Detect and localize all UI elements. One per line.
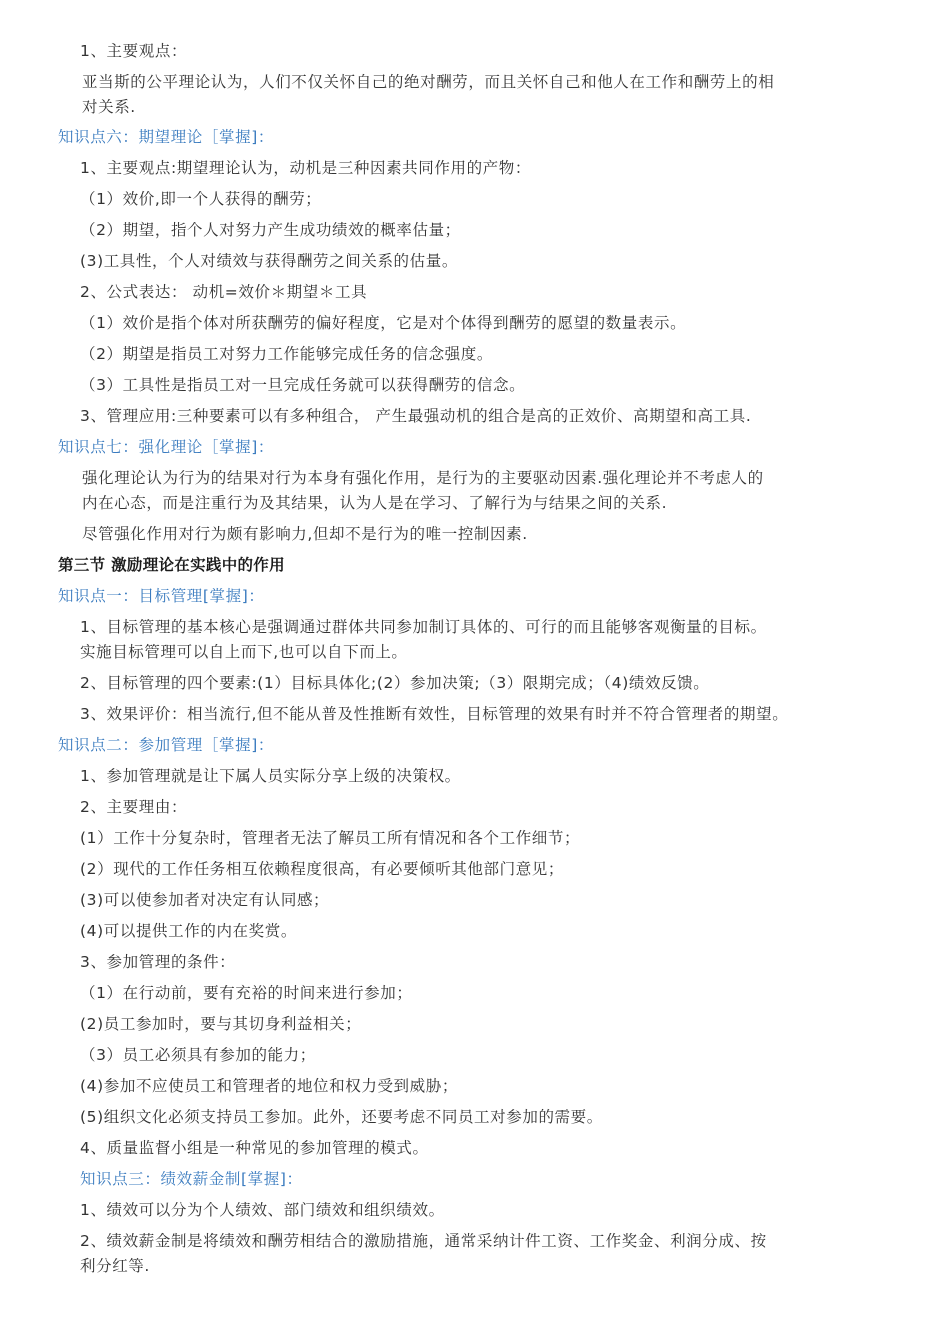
text-line: (2）现代的工作任务相互依赖程度很高，有必要倾听其他部门意见； xyxy=(80,860,565,878)
section-heading: 知识点三：绩效薪金制[掌握]： xyxy=(80,1170,303,1188)
text-line: 1、主要观点： xyxy=(80,42,188,60)
text-line: 3、管理应用:三种要素可以有多种组合， 产生最强动机的组合是高的正效价、高期望和高工具. xyxy=(80,407,752,425)
text-line: (3)可以使参加者对决定有认同感； xyxy=(80,891,330,909)
text-line: 3、效果评价：相当流行,但不能从普及性推断有效性，目标管理的效果有时并不符合管理者的期望。 xyxy=(80,705,789,723)
text-line: (3)工具性，个人对绩效与获得酬劳之间关系的估量。 xyxy=(80,252,458,270)
text-line: （2）期望，指个人对努力产生成功绩效的概率估量； xyxy=(80,221,461,239)
text-line: 3、参加管理的条件： xyxy=(80,953,236,971)
text-line: 强化理论认为行为的结果对行为本身有强化作用，是行为的主要驱动因素.强化理论并不考虑人的 xyxy=(82,469,764,487)
text-line: 1、主要观点:期望理论认为，动机是三种因素共同作用的产物： xyxy=(80,159,531,177)
text-line: （1）效价,即一个人获得的酬劳； xyxy=(80,190,322,208)
text-line: 1、目标管理的基本核心是强调通过群体共同参加制订具体的、可行的而且能够客观衡量的目标。 xyxy=(80,618,767,636)
text-line: （3）员工必须具有参加的能力； xyxy=(80,1046,316,1064)
text-line: (5)组织文化必须支持员工参加。此外，还要考虑不同员工对参加的需要。 xyxy=(80,1108,603,1126)
text-line: 2、绩效薪金制是将绩效和酬劳相结合的激励措施，通常采纳计件工资、工作奖金、利润分成、按 xyxy=(80,1232,767,1250)
text-line: 2、主要理由： xyxy=(80,798,188,816)
text-line: 2、公式表达： 动机=效价＊期望＊工具 xyxy=(80,283,368,301)
section-heading: 知识点一：目标管理[掌握]： xyxy=(58,587,265,605)
text-line: 4、质量监督小组是一种常见的参加管理的模式。 xyxy=(80,1139,429,1157)
text-line: 尽管强化作用对行为颇有影响力,但却不是行为的唯一控制因素. xyxy=(82,525,528,543)
text-line: 亚当斯的公平理论认为，人们不仅关怀自己的绝对酬劳，而且关怀自己和他人在工作和酬劳上的相 xyxy=(82,73,775,91)
text-line: (1）工作十分复杂时，管理者无法了解员工所有情况和各个工作细节； xyxy=(80,829,581,847)
section-heading: 知识点二：参加管理［掌握]： xyxy=(58,736,274,754)
text-line: 1、参加管理就是让下属人员实际分享上级的决策权。 xyxy=(80,767,461,785)
chapter-heading: 第三节 激励理论在实践中的作用 xyxy=(58,556,285,574)
text-line: 1、绩效可以分为个人绩效、部门绩效和组织绩效。 xyxy=(80,1201,445,1219)
text-line: 对关系. xyxy=(82,98,136,116)
text-line: 实施目标管理可以自上而下,也可以自下而上。 xyxy=(80,643,408,661)
text-line: (2)员工参加时，要与其切身利益相关； xyxy=(80,1015,362,1033)
text-line: （1）在行动前，要有充裕的时间来进行参加； xyxy=(80,984,413,1002)
section-heading: 知识点六：期望理论［掌握]： xyxy=(58,128,274,146)
text-line: (4)可以提供工作的内在奖赏。 xyxy=(80,922,297,940)
text-line: （2）期望是指员工对努力工作能够完成任务的信念强度。 xyxy=(80,345,493,363)
text-line: 利分红等. xyxy=(80,1257,150,1275)
text-line: (4)参加不应使员工和管理者的地位和权力受到威胁； xyxy=(80,1077,458,1095)
text-line: （3）工具性是指员工对一旦完成任务就可以获得酬劳的信念。 xyxy=(80,376,526,394)
text-line: 2、目标管理的四个要素:(1）目标具体化;(2）参加决策;（3）限期完成；（4)绩效反馈。 xyxy=(80,674,710,692)
text-line: （1）效价是指个体对所获酬劳的偏好程度，它是对个体得到酬劳的愿望的数量表示。 xyxy=(80,314,687,332)
text-line: 内在心态，而是注重行为及其结果，认为人是在学习、了解行为与结果之间的关系. xyxy=(82,494,668,512)
section-heading: 知识点七：强化理论［掌握]： xyxy=(58,438,274,456)
